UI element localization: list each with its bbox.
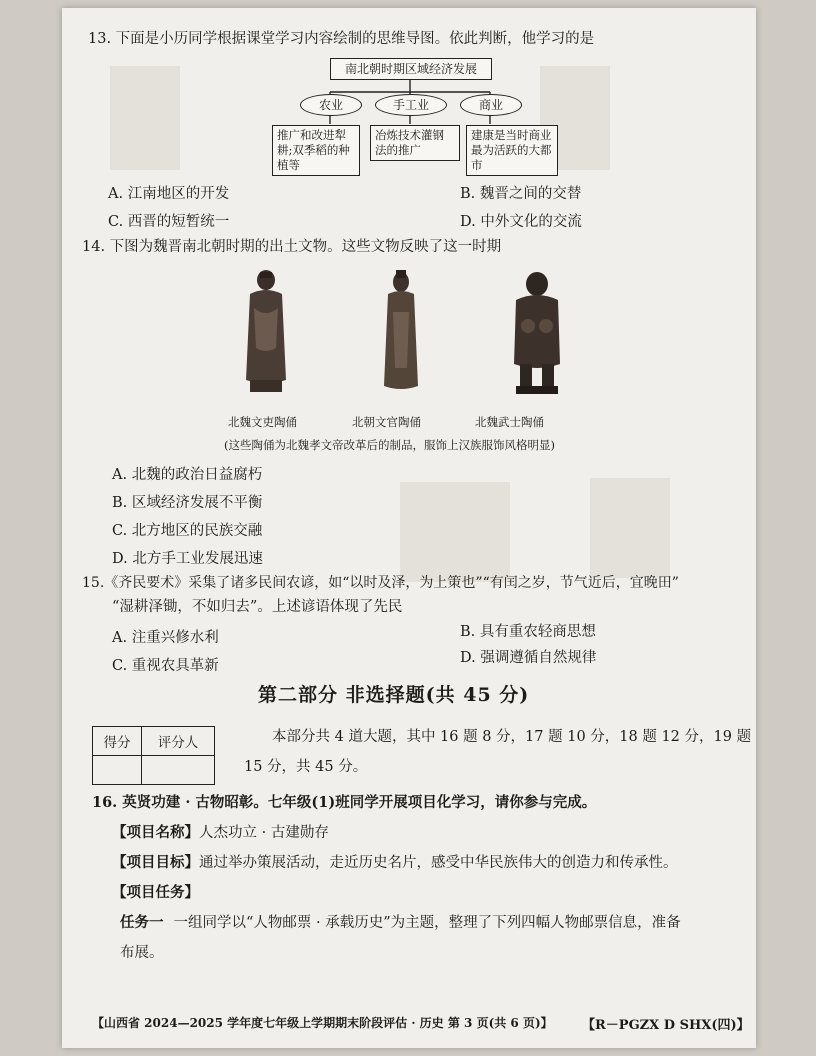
figure-caption-1: 北魏文吏陶俑 — [228, 415, 297, 429]
part2-title: 第二部分 非选择题(共 45 分) — [258, 684, 530, 706]
score-cell[interactable] — [93, 756, 142, 785]
part2-desc-line2: 15 分，共 45 分。 — [244, 759, 368, 775]
mindmap-branch-agriculture: 农业 — [300, 94, 362, 116]
mindmap-branch-commerce: 商业 — [460, 94, 522, 116]
q14-option-c: C. 北方地区的民族交融 — [112, 523, 263, 539]
q13-option-b: B. 魏晋之间的交替 — [460, 186, 582, 202]
q16-project-name-text: 人杰功立 · 古建勋存 — [199, 825, 329, 841]
q16-project-goal — [112, 852, 678, 874]
mindmap-detail-agriculture: 推广和改进犁耕;双季稻的种植等 — [272, 125, 360, 176]
q14-stem: 14. 下图为魏晋南北朝时期的出土文物。这些文物反映了这一时期 — [82, 239, 502, 255]
mindmap-detail-handicraft: 冶炼技术灌钢法的推广 — [370, 125, 460, 161]
q16-project-name — [112, 822, 329, 844]
figurine-court-official-icon — [376, 268, 426, 398]
q13-option-a: A. 江南地区的开发 — [108, 186, 230, 202]
q13-stem: 13. 下面是小历同学根据课堂学习内容绘制的思维导图。依此判断，他学习的是 — [88, 31, 595, 47]
part2-desc-line1: 本部分共 4 道大题，其中 16 题 8 分，17 题 10 分，18 题 12 分，19 题 — [272, 729, 752, 745]
q16-task1 — [120, 912, 681, 934]
footer-right: 【R－PGZX D SHX(四)】 — [582, 1018, 750, 1033]
mindmap-detail-commerce: 建康是当时商业最为活跃的大都市 — [466, 125, 558, 176]
score-header: 得分 — [93, 727, 142, 756]
q16-task1-text: 一组同学以“人物邮票 · 承载历史”为主题，整理了下列四幅人物邮票信息，准备 — [173, 915, 681, 931]
figurine-civil-official-icon — [236, 268, 296, 398]
q14-option-b: B. 区域经济发展不平衡 — [112, 495, 263, 511]
mindmap-branch-handicraft: 手工业 — [375, 94, 447, 116]
q16-task1-line2: 布展。 — [120, 945, 164, 961]
q13-option-c: C. 西晋的短暂统一 — [108, 214, 230, 230]
q16-project-task-label: 【项目任务】 — [112, 884, 199, 901]
q16-task1-label: 任务一 — [120, 914, 164, 931]
grader-header: 评分人 — [142, 727, 215, 756]
q15-option-a: A. 注重兴修水利 — [112, 630, 219, 646]
q16-project-task — [112, 882, 199, 904]
figurine-warrior-icon — [506, 268, 568, 398]
q14-option-a: A. 北魏的政治日益腐朽 — [112, 467, 263, 483]
q16-project-name-label: 【项目名称】 — [112, 824, 199, 841]
q15-stem-line1: 15.《齐民要术》采集了诸多民间农谚，如“以时及泽，为上策也”“有闰之岁，节气近后，宜晚田” — [82, 575, 679, 591]
bleed-image-far-right — [590, 478, 670, 578]
score-table — [92, 726, 215, 785]
q14-option-d: D. 北方手工业发展迅速 — [112, 551, 263, 567]
q15-option-b: B. 具有重农轻商思想 — [460, 624, 596, 640]
q13-option-d: D. 中外文化的交流 — [460, 214, 582, 230]
bleed-image-mid — [400, 482, 510, 582]
figure-caption-2: 北朝文官陶俑 — [352, 415, 421, 429]
q15-option-c: C. 重视农具革新 — [112, 658, 219, 674]
figure-caption-3: 北魏武士陶俑 — [475, 415, 544, 429]
mindmap-root: 南北朝时期区域经济发展 — [330, 58, 492, 80]
q15-stem-line2: “湿耕泽锄，不如归去”。上述谚语体现了先民 — [112, 599, 403, 615]
q15-option-d: D. 强调遵循自然规律 — [460, 650, 597, 666]
q16-stem-text: 16. 英贤功建 · 古物昭彰。七年级(1)班同学开展项目化学习，请你参与完成。 — [92, 794, 597, 811]
figure-note: (这些陶俑为北魏孝文帝改革后的制品，服饰上汉族服饰风格明显) — [224, 438, 555, 452]
grader-cell[interactable] — [142, 756, 215, 785]
q16-stem — [92, 792, 596, 814]
q16-project-goal-text: 通过举办策展活动，走近历史名片，感受中华民族伟大的创造力和传承性。 — [199, 855, 678, 871]
q16-project-goal-label: 【项目目标】 — [112, 854, 199, 871]
footer-left: 【山西省 2024—2025 学年度七年级上学期期末阶段评估 · 历史 第 3 页(共 6 页)】 — [92, 1016, 553, 1030]
